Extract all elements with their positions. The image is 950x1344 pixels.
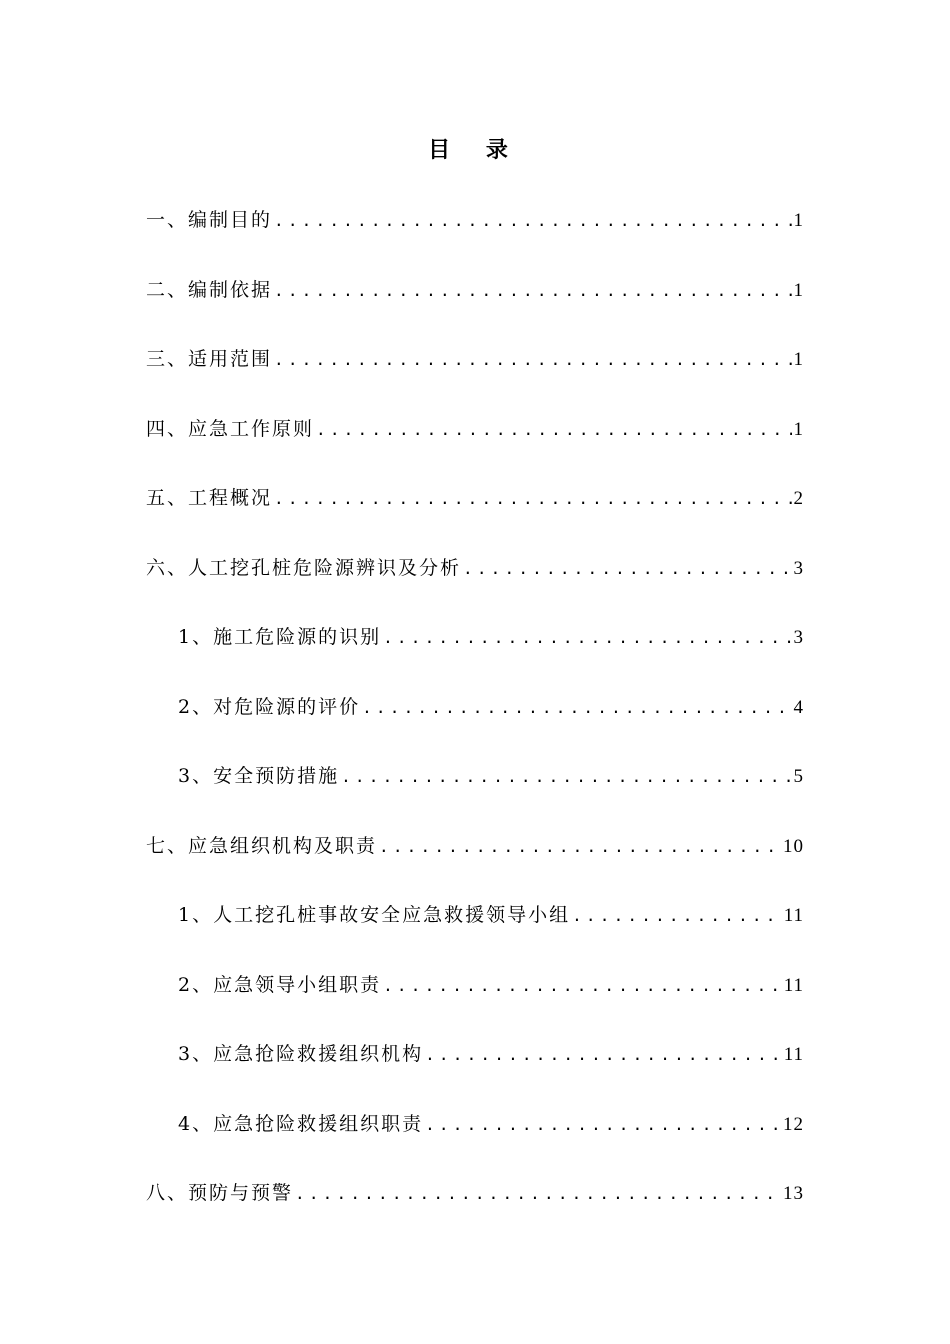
toc-dot-leader <box>425 1035 782 1075</box>
toc-entry[interactable] <box>0 687 950 727</box>
toc-dot-leader <box>274 201 791 241</box>
toc-dot-leader <box>425 1105 781 1145</box>
toc-entry[interactable] <box>0 200 950 240</box>
toc-dot-leader <box>379 827 781 867</box>
toc-entry-page-number: 10 <box>783 836 804 857</box>
toc-entry-page-number: 1 <box>793 349 804 370</box>
toc-entry-label: 2、应急领导小组职责 <box>178 974 382 996</box>
toc-dot-leader <box>295 1174 781 1214</box>
toc-dot-leader <box>274 479 791 519</box>
toc-dot-leader <box>572 896 782 936</box>
toc-entry[interactable] <box>0 270 950 310</box>
toc-entry-page-number: 12 <box>783 1114 804 1135</box>
toc-entry-label: 三、适用范围 <box>146 348 273 370</box>
toc-entry-page-number: 3 <box>793 558 804 579</box>
toc-entry-label: 五、工程概况 <box>146 487 273 509</box>
toc-entry-label: 1、人工挖孔桩事故安全应急救援领导小组 <box>178 904 571 926</box>
toc-entry[interactable] <box>0 1034 950 1074</box>
toc-entry-label: 3、应急抢险救援组织机构 <box>178 1043 424 1065</box>
toc-entry-label: 八、预防与预警 <box>146 1182 294 1204</box>
toc-entry[interactable] <box>0 1173 950 1213</box>
toc-entry-label: 1、施工危险源的识别 <box>178 626 382 648</box>
toc-entry-page-number: 11 <box>783 905 804 926</box>
toc-entry[interactable] <box>0 1104 950 1144</box>
toc-dot-leader <box>316 410 791 450</box>
toc-dot-leader <box>463 549 791 589</box>
toc-entry[interactable] <box>0 409 950 449</box>
toc-entry[interactable] <box>0 617 950 657</box>
toc-entry-page-number: 5 <box>793 766 804 787</box>
toc-entry-label: 一、编制目的 <box>146 209 273 231</box>
toc-entry-page-number: 4 <box>793 697 804 718</box>
toc-entry[interactable] <box>0 339 950 379</box>
toc-dot-leader <box>274 340 791 380</box>
toc-dot-leader <box>383 966 782 1006</box>
toc-entry[interactable] <box>0 895 950 935</box>
toc-entry-page-number: 1 <box>793 419 804 440</box>
toc-entry-label: 四、应急工作原则 <box>146 418 315 440</box>
toc-entry-page-number: 1 <box>793 210 804 231</box>
toc-entry-label: 2、对危险源的评价 <box>178 696 361 718</box>
toc-dot-leader <box>362 688 791 728</box>
toc-entry[interactable] <box>0 965 950 1005</box>
toc-title: 目 录 <box>428 137 522 163</box>
toc-entry-label: 七、应急组织机构及职责 <box>146 835 378 857</box>
toc-entry-page-number: 3 <box>793 627 804 648</box>
toc-entry[interactable] <box>0 756 950 796</box>
toc-entry-page-number: 2 <box>793 488 804 509</box>
toc-entry[interactable] <box>0 478 950 518</box>
toc-dot-leader <box>341 757 791 797</box>
toc-dot-leader <box>383 618 791 658</box>
toc-entry-label: 二、编制依据 <box>146 279 273 301</box>
toc-entry-page-number: 13 <box>783 1183 804 1204</box>
toc-entry[interactable] <box>0 548 950 588</box>
toc-entry-page-number: 1 <box>793 280 804 301</box>
toc-entry[interactable] <box>0 826 950 866</box>
toc-entry-page-number: 11 <box>783 975 804 996</box>
toc-entry-label: 六、人工挖孔桩危险源辨识及分析 <box>146 557 462 579</box>
toc-entry-page-number: 11 <box>783 1044 804 1065</box>
toc-entry-label: 3、安全预防措施 <box>178 765 340 787</box>
toc-entry-label: 4、应急抢险救援组织职责 <box>178 1113 424 1135</box>
toc-dot-leader <box>274 271 791 311</box>
